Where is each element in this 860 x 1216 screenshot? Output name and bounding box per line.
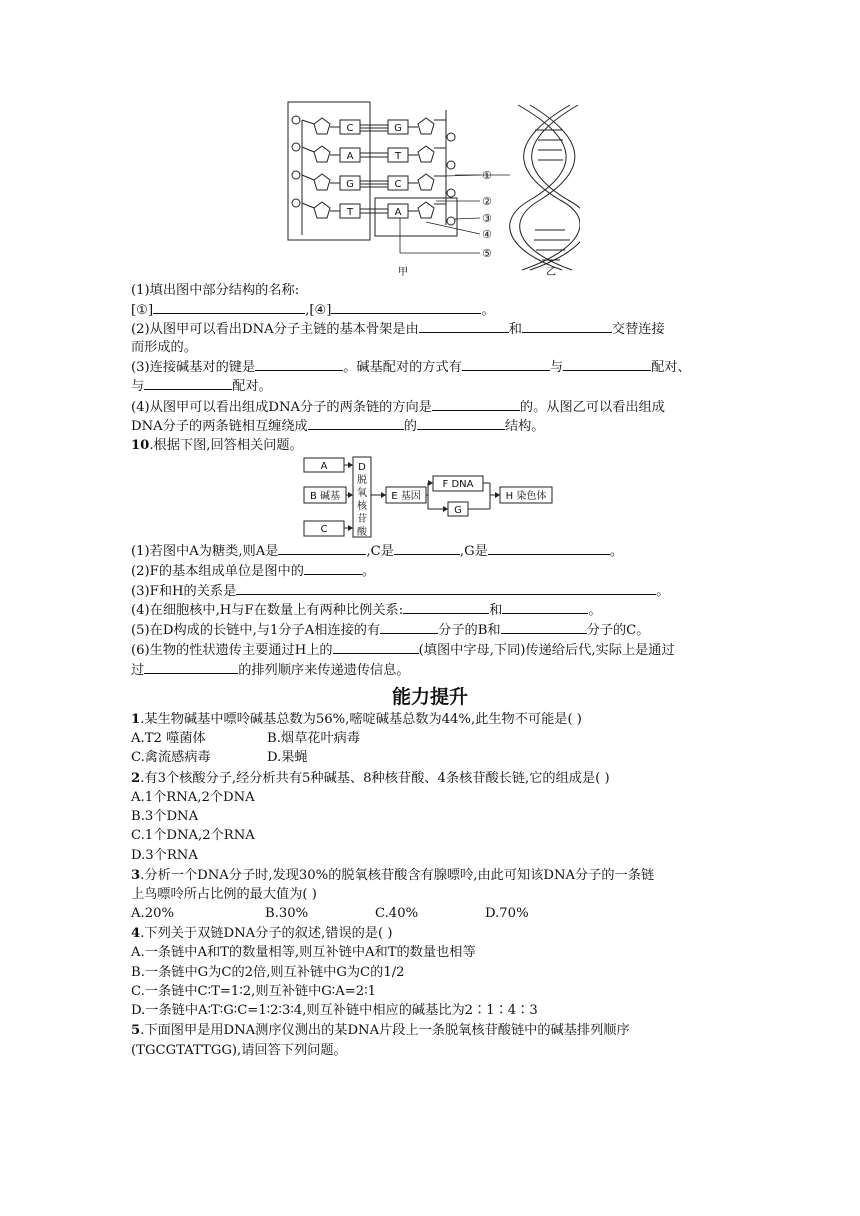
answer-blank[interactable] <box>462 357 550 371</box>
option[interactable]: B.烟草花叶病毒 <box>267 731 361 746</box>
option-row <box>131 748 741 767</box>
question-stem: 4.下列关于双链DNA分子的叙述,错误的是( ) <box>131 926 393 941</box>
diagram-box-a: A <box>320 461 328 472</box>
base-label: A <box>346 151 354 162</box>
answer-blank[interactable] <box>522 319 612 333</box>
option[interactable]: D.3个RNA <box>131 848 198 863</box>
q9-line: (2)从图甲可以看出DNA分子主链的基本骨架是由 和 交替连接 <box>131 319 741 339</box>
q10-title: 10.根据下图,回答相关问题。 <box>131 438 303 453</box>
answer-blank[interactable] <box>502 600 588 614</box>
base-label: C <box>346 123 354 134</box>
option[interactable]: B.3个DNA <box>131 809 199 824</box>
q9-line: [①] ,[④] 。 <box>131 300 741 320</box>
answer-blank[interactable] <box>333 640 419 654</box>
q10-line: (4)在细胞核中,H与F在数量上有两种比例关系: 和 。 <box>131 600 741 620</box>
option[interactable]: C.40% <box>375 906 419 921</box>
option[interactable]: D.果蝇 <box>267 750 308 765</box>
answer-blank[interactable] <box>432 397 520 411</box>
option[interactable]: A.20% <box>131 906 175 921</box>
option[interactable]: A.1个RNA,2个DNA <box>131 790 255 805</box>
diagram-box-d: 氧 <box>357 488 367 499</box>
q10-line: (2)F的基本组成单位是图中的 。 <box>131 561 741 581</box>
marker-label: ② <box>482 195 492 208</box>
option[interactable]: A.T2 噬菌体 <box>131 731 206 746</box>
q10-line: (3)F和H的关系是 。 <box>131 581 741 601</box>
marker-label: ④ <box>482 228 492 241</box>
base-label: C <box>394 179 402 190</box>
answer-blank[interactable] <box>563 357 651 371</box>
question-stem: 5.下面图甲是用DNA测序仪测出的某DNA片段上一条脱氧核苷酸链中的碱基排列顺序 <box>131 1023 630 1038</box>
question-stem: 1.某生物碱基中嘌呤碱基总数为56%,嘧啶碱基总数为44%,此生物不可能是( ) <box>131 712 582 727</box>
question-stem: 上鸟嘌呤所占比例的最大值为( ) <box>131 887 317 902</box>
diagram-box-d: 苷 <box>357 514 367 525</box>
answer-blank[interactable] <box>308 416 404 430</box>
answer-blank[interactable] <box>380 620 438 634</box>
gene-relationship-diagram <box>300 455 585 539</box>
answer-blank[interactable] <box>144 376 232 390</box>
q10-line: (1)若图中A为糖类,则A是 ,C是 ,G是 。 <box>131 541 741 561</box>
figure-label-yi: 乙 <box>546 267 556 278</box>
diagram-box-d: D <box>358 462 366 473</box>
diagram-box-e: E 基因 <box>391 491 421 502</box>
answer-blank[interactable] <box>236 581 656 595</box>
q9-line: 而形成的。 <box>131 340 197 355</box>
diagram-box-h: H 染色体 <box>505 491 547 502</box>
question-stem: 2.有3个核酸分子,经分析共有5种碱基、8种核苷酸、4条核苷酸长链,它的组成是( ) <box>131 771 610 786</box>
q10-line: (6)生物的性状遗传主要通过H上的 (填图中字母,下同)传递给后代,实际上是通过 <box>131 640 741 660</box>
q9-line: 与 配对。 <box>131 376 741 396</box>
diagram-box-g: G <box>454 505 462 516</box>
answer-blank[interactable] <box>144 660 238 674</box>
answer-blank[interactable] <box>331 300 481 314</box>
base-label: G <box>346 179 354 190</box>
double-helix <box>455 105 580 270</box>
q9-line: (3)连接碱基对的键是 。碱基配对的方式有 与 配对、 <box>131 357 741 377</box>
base-label: T <box>346 207 354 218</box>
answer-blank[interactable] <box>403 600 489 614</box>
dna-structure-figure <box>280 100 580 280</box>
answer-blank[interactable] <box>488 541 610 555</box>
marker-label: ⑤ <box>482 247 492 260</box>
answer-blank[interactable] <box>153 300 305 314</box>
q10-line: (5)在D构成的长链中,与1分子A相连接的有 分子的B和 分子的C。 <box>131 620 741 640</box>
diagram-box-d: 核 <box>357 501 367 512</box>
diagram-box-d: 脱 <box>357 475 367 486</box>
answer-blank[interactable] <box>304 561 362 575</box>
question-stem: (TGCGTATTGG),请回答下列问题。 <box>131 1043 347 1058</box>
answer-blank[interactable] <box>394 541 460 555</box>
diagram-box-d: 酸 <box>357 527 367 538</box>
figure-label-jia: 甲 <box>398 267 408 278</box>
base-label: A <box>394 207 402 218</box>
base-label: T <box>394 151 402 162</box>
option[interactable]: B.30% <box>265 906 309 921</box>
option[interactable]: B.一条链中G为C的2倍,则互补链中G为C的1/2 <box>131 965 405 980</box>
answer-blank[interactable] <box>278 541 366 555</box>
answer-blank[interactable] <box>255 357 343 371</box>
answer-blank[interactable] <box>417 416 505 430</box>
option[interactable]: C.禽流感病毒 <box>131 750 211 765</box>
option[interactable]: D.70% <box>485 906 529 921</box>
option[interactable]: A.一条链中A和T的数量相等,则互补链中A和T的数量也相等 <box>131 945 476 960</box>
answer-blank[interactable] <box>501 620 587 634</box>
option[interactable]: C.一条链中C∶T=1∶2,则互补链中G∶A=2∶1 <box>131 984 377 999</box>
option[interactable]: D.一条链中A∶T∶G∶C=1∶2∶3∶4,则互补链中相应的碱基比为2∶1∶4∶3 <box>131 1003 538 1018</box>
option-row <box>131 729 741 748</box>
q9-line: (4)从图甲可以看出组成DNA分子的两条链的方向是 的。从图乙可以看出组成 <box>131 397 741 417</box>
diagram-box-f: F DNA <box>442 479 474 490</box>
section-heading: 能力提升 <box>391 686 468 708</box>
marker-label: ① <box>482 169 492 182</box>
diagram-box-b: B 碱基 <box>309 491 341 502</box>
option[interactable]: C.1个DNA,2个RNA <box>131 828 255 843</box>
diagram-box-c: C <box>320 524 328 535</box>
option-row <box>131 904 741 923</box>
base-label: G <box>394 123 402 134</box>
marker-label: ③ <box>482 212 492 225</box>
q9-line: (1)填出图中部分结构的名称: <box>131 283 300 298</box>
q9-line: DNA分子的两条链相互缠绕成 的 结构。 <box>131 416 741 436</box>
answer-blank[interactable] <box>419 319 509 333</box>
q10-line: 过 的排列顺序来传递遗传信息。 <box>131 660 741 680</box>
question-stem: 3.分析一个DNA分子时,发现30%的脱氧核苷酸含有腺嘌呤,由此可知该DNA分子的一条链 <box>131 868 655 883</box>
